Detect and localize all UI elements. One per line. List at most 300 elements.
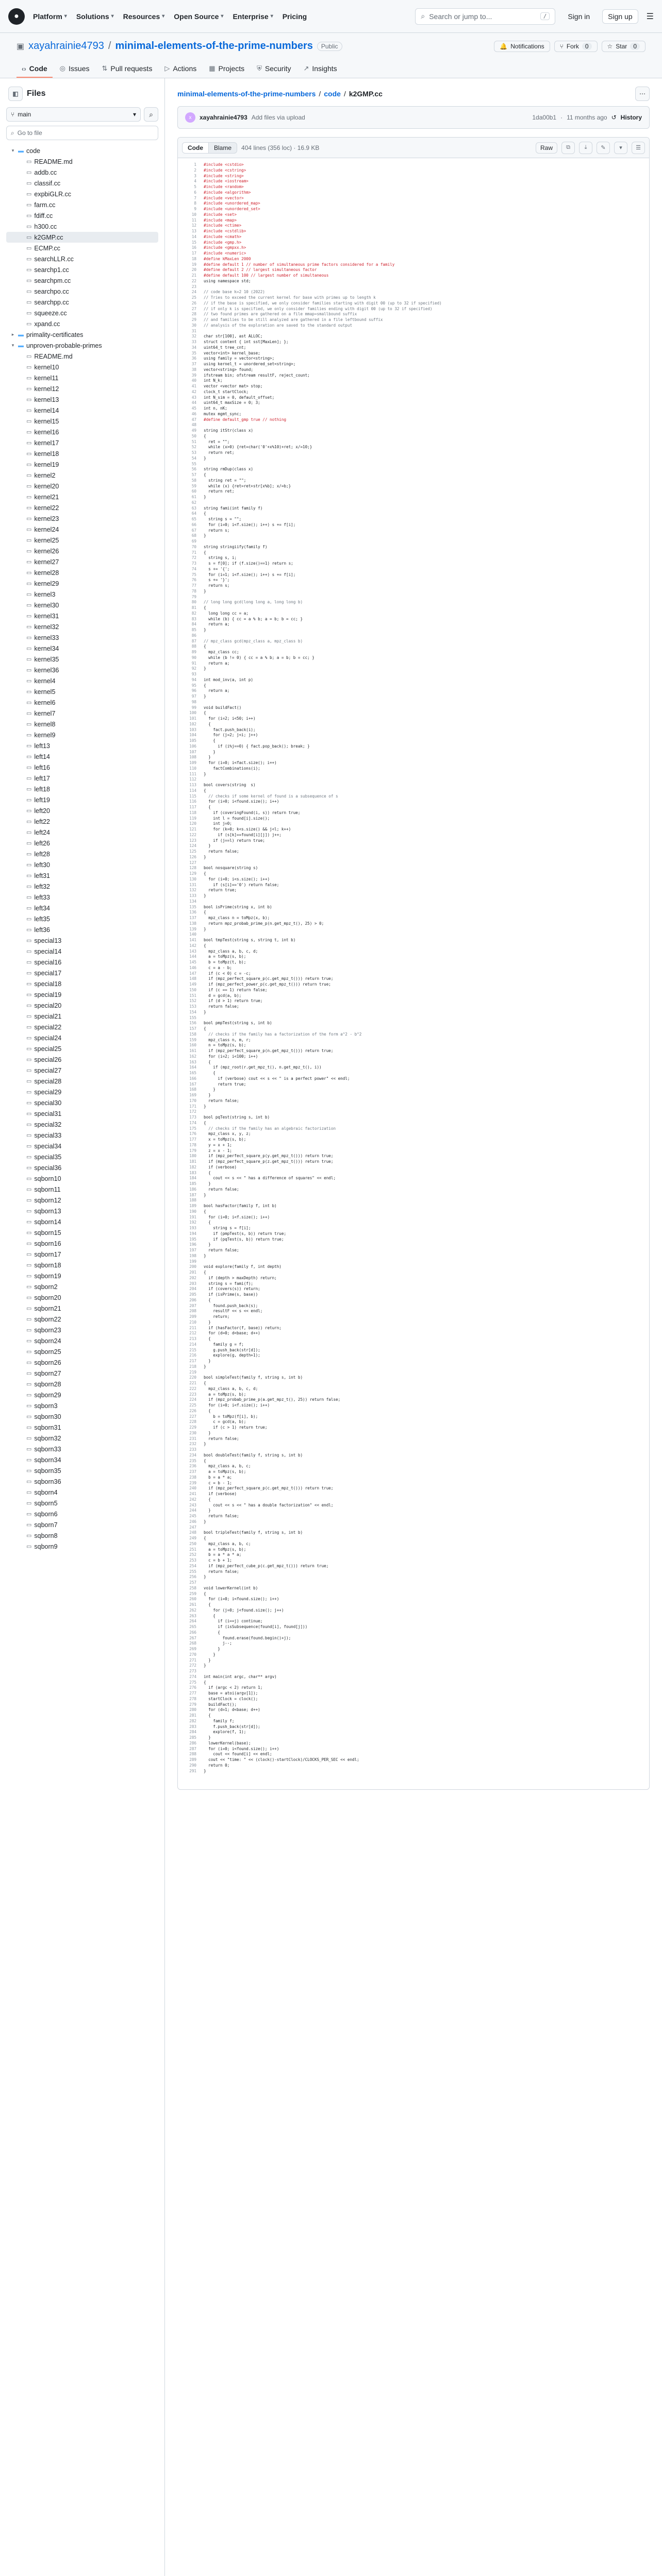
line-number[interactable]: 244 xyxy=(189,1508,196,1513)
line-number[interactable]: 147 xyxy=(189,971,196,976)
line-number[interactable]: 67 xyxy=(191,528,196,533)
line-number[interactable]: 77 xyxy=(191,583,196,588)
line-number[interactable]: 228 xyxy=(189,1419,196,1425)
tree-file[interactable] xyxy=(6,675,158,686)
download-icon[interactable]: ⤓ xyxy=(579,142,592,154)
tree-file[interactable] xyxy=(6,903,158,913)
line-number[interactable]: 242 xyxy=(189,1497,196,1502)
line-number[interactable]: 249 xyxy=(189,1536,196,1540)
tree-file[interactable] xyxy=(6,221,158,232)
tree-file[interactable] xyxy=(6,178,158,189)
tree-file[interactable] xyxy=(6,405,158,416)
line-number[interactable]: 258 xyxy=(189,1585,196,1590)
tree-file[interactable] xyxy=(6,156,158,167)
line-number[interactable]: 263 xyxy=(189,1613,196,1618)
tree-file[interactable] xyxy=(6,459,158,470)
tree-file[interactable] xyxy=(6,1141,158,1151)
line-number[interactable]: 53 xyxy=(191,450,196,455)
tree-file[interactable] xyxy=(6,859,158,870)
line-number[interactable]: 10 xyxy=(191,212,196,217)
tree-file[interactable] xyxy=(6,1151,158,1162)
line-number[interactable]: 164 xyxy=(189,1065,196,1070)
line-number[interactable]: 120 xyxy=(189,821,196,826)
line-number[interactable]: 133 xyxy=(189,893,196,898)
tree-file[interactable] xyxy=(6,838,158,849)
tree-file[interactable] xyxy=(6,1011,158,1022)
line-number[interactable]: 73 xyxy=(191,561,196,566)
line-number[interactable]: 181 xyxy=(189,1159,196,1164)
tree-file[interactable] xyxy=(6,1519,158,1530)
line-number[interactable]: 146 xyxy=(189,965,196,970)
line-number[interactable]: 14 xyxy=(191,234,196,239)
tree-file[interactable] xyxy=(6,1292,158,1303)
line-number[interactable]: 149 xyxy=(189,982,196,987)
commit-author[interactable]: xayahrainie4793 xyxy=(200,114,247,121)
tree-file[interactable] xyxy=(6,513,158,524)
tree-file[interactable] xyxy=(6,892,158,903)
tree-file[interactable] xyxy=(6,275,158,286)
line-number[interactable]: 31 xyxy=(191,328,196,333)
line-number[interactable]: 70 xyxy=(191,544,196,549)
line-number[interactable]: 21 xyxy=(191,273,196,278)
tree-file[interactable] xyxy=(6,1260,158,1270)
line-number[interactable]: 121 xyxy=(189,827,196,832)
line-number[interactable]: 91 xyxy=(191,660,196,666)
line-number[interactable]: 104 xyxy=(189,733,196,738)
tree-file[interactable] xyxy=(6,968,158,978)
tree-file[interactable] xyxy=(6,719,158,730)
line-number[interactable]: 174 xyxy=(189,1120,196,1125)
line-number[interactable]: 289 xyxy=(189,1757,196,1762)
line-number[interactable]: 105 xyxy=(189,738,196,743)
line-number[interactable]: 280 xyxy=(189,1707,196,1713)
line-number[interactable]: 88 xyxy=(191,644,196,649)
tree-file[interactable] xyxy=(6,1173,158,1184)
tree-file[interactable] xyxy=(6,1541,158,1552)
chevron-down-icon[interactable]: ▾ xyxy=(614,142,627,154)
line-number[interactable]: 229 xyxy=(189,1425,196,1430)
tree-file[interactable] xyxy=(6,827,158,838)
line-number[interactable]: 75 xyxy=(191,572,196,577)
line-number[interactable]: 43 xyxy=(191,395,196,400)
line-number[interactable]: 211 xyxy=(189,1325,196,1330)
line-number[interactable]: 210 xyxy=(189,1319,196,1325)
line-number[interactable]: 152 xyxy=(189,998,196,1004)
line-number[interactable]: 173 xyxy=(189,1115,196,1120)
tree-file[interactable] xyxy=(6,427,158,437)
line-number[interactable]: 131 xyxy=(189,882,196,887)
tree-file[interactable] xyxy=(6,946,158,957)
symbols-panel-icon[interactable]: ☰ xyxy=(632,142,645,154)
line-number[interactable]: 86 xyxy=(191,633,196,638)
tree-file[interactable] xyxy=(6,1065,158,1076)
line-number[interactable]: 261 xyxy=(189,1602,196,1607)
line-number[interactable]: 1 xyxy=(194,162,196,167)
line-number[interactable]: 198 xyxy=(189,1253,196,1258)
line-number[interactable]: 201 xyxy=(189,1270,196,1275)
line-number[interactable]: 240 xyxy=(189,1486,196,1491)
line-number[interactable]: 140 xyxy=(189,932,196,937)
line-number[interactable]: 110 xyxy=(189,766,196,771)
line-number[interactable]: 224 xyxy=(189,1397,196,1402)
line-number[interactable]: 51 xyxy=(191,439,196,444)
line-number[interactable]: 76 xyxy=(191,578,196,583)
line-number[interactable]: 271 xyxy=(189,1657,196,1663)
line-number[interactable]: 100 xyxy=(189,710,196,716)
line-number[interactable]: 16 xyxy=(191,245,196,250)
line-number[interactable]: 160 xyxy=(189,1043,196,1048)
line-number[interactable]: 13 xyxy=(191,229,196,233)
line-number[interactable]: 290 xyxy=(189,1762,196,1768)
tree-file[interactable] xyxy=(6,589,158,600)
collapse-sidebar-icon[interactable]: ◧ xyxy=(8,87,23,101)
tree-file[interactable] xyxy=(6,1206,158,1216)
line-number[interactable]: 35 xyxy=(191,350,196,355)
line-number[interactable]: 92 xyxy=(191,666,196,671)
line-number[interactable]: 4 xyxy=(194,179,196,184)
line-number[interactable]: 264 xyxy=(189,1619,196,1624)
tree-file[interactable] xyxy=(6,1238,158,1249)
breadcrumb-folder[interactable]: code xyxy=(324,90,341,98)
tree-file[interactable] xyxy=(6,318,158,329)
tree-file[interactable] xyxy=(6,546,158,556)
line-number[interactable]: 183 xyxy=(189,1170,196,1175)
sign-in-link[interactable]: Sign in xyxy=(568,12,590,21)
line-number[interactable]: 117 xyxy=(189,805,196,809)
line-number[interactable]: 250 xyxy=(189,1541,196,1546)
tree-file[interactable] xyxy=(6,189,158,199)
line-number[interactable]: 11 xyxy=(191,217,196,223)
tree-file[interactable] xyxy=(6,654,158,665)
line-number[interactable]: 231 xyxy=(189,1436,196,1441)
tree-folder[interactable] xyxy=(6,340,158,351)
tree-file[interactable] xyxy=(6,492,158,502)
line-number[interactable]: 260 xyxy=(189,1597,196,1602)
line-number[interactable]: 272 xyxy=(189,1663,196,1668)
line-number[interactable]: 279 xyxy=(189,1702,196,1707)
tab-code[interactable]: ‹› Code xyxy=(16,60,53,78)
line-number[interactable]: 6 xyxy=(194,190,196,195)
tree-folder[interactable] xyxy=(6,329,158,340)
line-number[interactable]: 116 xyxy=(189,799,196,804)
line-number[interactable]: 125 xyxy=(189,849,196,854)
tree-file[interactable] xyxy=(6,578,158,589)
tree-file[interactable] xyxy=(6,470,158,481)
line-number[interactable]: 193 xyxy=(189,1226,196,1230)
tree-file[interactable] xyxy=(6,805,158,816)
line-number[interactable]: 170 xyxy=(189,1098,196,1103)
tree-file[interactable] xyxy=(6,989,158,1000)
line-number[interactable]: 251 xyxy=(189,1547,196,1552)
line-number[interactable]: 115 xyxy=(189,793,196,799)
line-number[interactable]: 212 xyxy=(189,1331,196,1336)
line-number[interactable]: 89 xyxy=(191,650,196,654)
line-number[interactable]: 34 xyxy=(191,345,196,350)
line-number[interactable]: 159 xyxy=(189,1037,196,1042)
line-number[interactable]: 143 xyxy=(189,948,196,954)
line-number[interactable]: 81 xyxy=(191,605,196,610)
tree-file[interactable] xyxy=(6,167,158,178)
tree-file[interactable] xyxy=(6,1043,158,1054)
tree-file[interactable] xyxy=(6,784,158,794)
line-number[interactable]: 169 xyxy=(189,1093,196,1097)
line-number[interactable]: 203 xyxy=(189,1281,196,1286)
line-number[interactable]: 248 xyxy=(189,1530,196,1535)
line-number[interactable]: 57 xyxy=(191,472,196,477)
line-number[interactable]: 2 xyxy=(194,167,196,173)
tree-file[interactable] xyxy=(6,621,158,632)
tree-file[interactable] xyxy=(6,556,158,567)
line-number[interactable]: 84 xyxy=(191,622,196,627)
code-content[interactable] xyxy=(178,158,649,1789)
line-number[interactable]: 12 xyxy=(191,223,196,228)
tree-file[interactable] xyxy=(6,1249,158,1260)
tree-file[interactable] xyxy=(6,1498,158,1509)
line-number[interactable]: 222 xyxy=(189,1386,196,1391)
line-number[interactable]: 177 xyxy=(189,1137,196,1142)
line-number[interactable]: 50 xyxy=(191,433,196,438)
line-number[interactable]: 172 xyxy=(189,1109,196,1114)
line-number[interactable]: 227 xyxy=(189,1414,196,1419)
line-number[interactable]: 60 xyxy=(191,489,196,494)
tree-file[interactable] xyxy=(6,935,158,946)
line-number[interactable]: 241 xyxy=(189,1492,196,1496)
line-number[interactable]: 199 xyxy=(189,1259,196,1264)
line-number[interactable]: 190 xyxy=(189,1209,196,1214)
tree-file[interactable] xyxy=(6,1379,158,1389)
tab-issues[interactable]: ◎ Issues xyxy=(59,64,90,73)
line-number[interactable]: 26 xyxy=(191,300,196,306)
line-number[interactable]: 182 xyxy=(189,1164,196,1170)
search-input[interactable] xyxy=(415,8,555,25)
line-number[interactable]: 274 xyxy=(189,1674,196,1679)
tree-file[interactable] xyxy=(6,1357,158,1368)
line-number[interactable]: 137 xyxy=(189,916,196,920)
line-number[interactable]: 28 xyxy=(191,312,196,317)
line-number[interactable]: 138 xyxy=(189,921,196,926)
line-number[interactable]: 41 xyxy=(191,384,196,388)
line-number[interactable]: 225 xyxy=(189,1403,196,1408)
line-number[interactable]: 3 xyxy=(194,173,196,178)
line-number[interactable]: 153 xyxy=(189,1004,196,1009)
search-files-icon[interactable]: ⌕ xyxy=(144,107,158,122)
tree-file[interactable] xyxy=(6,567,158,578)
github-logo-icon[interactable]: ● xyxy=(8,8,25,25)
tab-security[interactable]: ⛨ Security xyxy=(257,64,291,73)
line-number[interactable]: 59 xyxy=(191,483,196,488)
line-number[interactable]: 19 xyxy=(191,262,196,267)
line-number[interactable]: 37 xyxy=(191,362,196,366)
tree-file[interactable] xyxy=(6,1162,158,1173)
tree-file[interactable] xyxy=(6,264,158,275)
nav-item[interactable]: Enterprise ▾ xyxy=(233,12,273,21)
line-number[interactable]: 90 xyxy=(191,655,196,660)
line-number[interactable]: 39 xyxy=(191,372,196,378)
tree-file[interactable] xyxy=(6,1281,158,1292)
line-number[interactable]: 96 xyxy=(191,688,196,693)
tree-folder[interactable] xyxy=(6,145,158,156)
line-number[interactable]: 47 xyxy=(191,417,196,422)
line-number[interactable]: 122 xyxy=(189,832,196,837)
tree-file[interactable] xyxy=(6,286,158,297)
line-number[interactable]: 55 xyxy=(191,461,196,466)
line-number[interactable]: 85 xyxy=(191,628,196,632)
line-number[interactable]: 134 xyxy=(189,899,196,904)
line-number[interactable]: 97 xyxy=(191,694,196,699)
tree-file[interactable] xyxy=(6,600,158,611)
line-number[interactable]: 107 xyxy=(189,749,196,754)
line-number[interactable]: 223 xyxy=(189,1392,196,1397)
tree-file[interactable] xyxy=(6,1097,158,1108)
line-number[interactable]: 112 xyxy=(189,777,196,782)
line-number[interactable]: 281 xyxy=(189,1713,196,1718)
line-number[interactable]: 156 xyxy=(189,1021,196,1026)
line-number[interactable]: 162 xyxy=(189,1054,196,1059)
line-number[interactable]: 285 xyxy=(189,1735,196,1740)
line-number[interactable]: 23 xyxy=(191,284,196,289)
tree-file[interactable] xyxy=(6,1335,158,1346)
tree-file[interactable] xyxy=(6,210,158,221)
tree-file[interactable] xyxy=(6,1368,158,1379)
tree-file[interactable] xyxy=(6,913,158,924)
line-number[interactable]: 167 xyxy=(189,1081,196,1087)
tree-file[interactable] xyxy=(6,632,158,643)
line-number[interactable]: 118 xyxy=(189,810,196,815)
tree-file[interactable] xyxy=(6,1400,158,1411)
line-number[interactable]: 69 xyxy=(191,539,196,544)
line-number[interactable]: 252 xyxy=(189,1552,196,1557)
fork-button[interactable]: ⑂ Fork 0 xyxy=(554,41,598,52)
line-number[interactable]: 284 xyxy=(189,1730,196,1735)
line-number[interactable]: 253 xyxy=(189,1558,196,1563)
line-number[interactable]: 175 xyxy=(189,1126,196,1131)
tree-file[interactable] xyxy=(6,751,158,762)
tree-file[interactable] xyxy=(6,1087,158,1097)
line-number[interactable]: 287 xyxy=(189,1746,196,1751)
tree-file[interactable] xyxy=(6,1487,158,1498)
line-number[interactable]: 25 xyxy=(191,295,196,300)
tree-file[interactable] xyxy=(6,1422,158,1433)
line-number[interactable]: 207 xyxy=(189,1303,196,1308)
line-number[interactable]: 74 xyxy=(191,566,196,571)
line-number[interactable]: 42 xyxy=(191,389,196,394)
line-number[interactable]: 247 xyxy=(189,1524,196,1530)
line-number[interactable]: 66 xyxy=(191,522,196,527)
line-number[interactable]: 40 xyxy=(191,378,196,383)
line-number[interactable]: 243 xyxy=(189,1502,196,1507)
line-number[interactable]: 221 xyxy=(189,1381,196,1385)
line-number[interactable]: 22 xyxy=(191,278,196,283)
tree-file[interactable] xyxy=(6,1509,158,1519)
line-number[interactable]: 135 xyxy=(189,904,196,909)
line-number[interactable]: 82 xyxy=(191,611,196,616)
line-number[interactable]: 266 xyxy=(189,1630,196,1635)
tree-file[interactable] xyxy=(6,1119,158,1130)
tree-file[interactable] xyxy=(6,351,158,362)
star-button[interactable]: ☆ Star 0 xyxy=(602,41,646,52)
line-number[interactable]: 187 xyxy=(189,1192,196,1197)
tree-file[interactable] xyxy=(6,308,158,318)
tree-file[interactable] xyxy=(6,1184,158,1195)
go-to-file-input[interactable]: ⌕ Go to file xyxy=(6,126,158,140)
line-number[interactable]: 278 xyxy=(189,1696,196,1701)
tree-file[interactable] xyxy=(6,1346,158,1357)
tree-file[interactable] xyxy=(6,1076,158,1087)
repo-name-link[interactable]: minimal-elements-of-the-prime-numbers xyxy=(115,40,313,52)
tree-file[interactable] xyxy=(6,1325,158,1335)
line-number[interactable]: 139 xyxy=(189,926,196,931)
repo-owner-link[interactable]: xayahrainie4793 xyxy=(28,40,104,52)
line-number[interactable]: 217 xyxy=(189,1359,196,1363)
line-number[interactable]: 158 xyxy=(189,1031,196,1037)
tree-file[interactable] xyxy=(6,665,158,675)
line-number[interactable]: 20 xyxy=(191,267,196,273)
line-number[interactable]: 106 xyxy=(189,743,196,749)
line-number[interactable]: 68 xyxy=(191,533,196,538)
tree-file[interactable] xyxy=(6,849,158,859)
line-number[interactable]: 130 xyxy=(189,876,196,882)
line-number[interactable]: 136 xyxy=(189,910,196,915)
tree-file[interactable] xyxy=(6,740,158,751)
line-number[interactable]: 188 xyxy=(189,1198,196,1203)
tree-file[interactable] xyxy=(6,1303,158,1314)
tree-file[interactable] xyxy=(6,394,158,405)
tree-file[interactable] xyxy=(6,243,158,253)
line-number[interactable]: 245 xyxy=(189,1514,196,1518)
line-number[interactable]: 54 xyxy=(191,455,196,461)
line-number[interactable]: 273 xyxy=(189,1669,196,1673)
line-number[interactable]: 267 xyxy=(189,1635,196,1640)
line-number[interactable]: 109 xyxy=(189,760,196,765)
line-number[interactable]: 44 xyxy=(191,400,196,405)
line-number[interactable]: 268 xyxy=(189,1641,196,1646)
line-number[interactable]: 218 xyxy=(189,1364,196,1369)
line-number[interactable]: 235 xyxy=(189,1458,196,1463)
line-number[interactable]: 283 xyxy=(189,1724,196,1729)
tree-file[interactable] xyxy=(6,253,158,264)
line-number[interactable]: 165 xyxy=(189,1071,196,1075)
tree-file[interactable] xyxy=(6,1130,158,1141)
tree-file[interactable] xyxy=(6,502,158,513)
line-number[interactable]: 214 xyxy=(189,1342,196,1347)
line-number[interactable]: 108 xyxy=(189,755,196,760)
line-number[interactable]: 200 xyxy=(189,1264,196,1269)
tab-code[interactable]: Code xyxy=(183,143,209,153)
menu-icon[interactable]: ☰ xyxy=(646,12,654,21)
line-number[interactable]: 29 xyxy=(191,317,196,322)
line-number[interactable]: 113 xyxy=(189,783,196,787)
line-number[interactable]: 127 xyxy=(189,860,196,865)
tree-file[interactable] xyxy=(6,1227,158,1238)
line-number[interactable]: 24 xyxy=(191,290,196,295)
tab-pull-requests[interactable]: ⇅ Pull requests xyxy=(102,64,153,73)
tree-file[interactable] xyxy=(6,1270,158,1281)
tree-file[interactable] xyxy=(6,1465,158,1476)
nav-item[interactable]: Pricing xyxy=(282,12,307,21)
tree-file[interactable] xyxy=(6,535,158,546)
line-number[interactable]: 291 xyxy=(189,1768,196,1773)
line-number[interactable]: 33 xyxy=(191,340,196,344)
line-number[interactable]: 226 xyxy=(189,1408,196,1413)
line-number[interactable]: 72 xyxy=(191,555,196,561)
line-number[interactable]: 163 xyxy=(189,1059,196,1064)
line-number[interactable]: 38 xyxy=(191,367,196,372)
tree-file[interactable] xyxy=(6,383,158,394)
line-number[interactable]: 101 xyxy=(189,716,196,721)
line-number[interactable]: 239 xyxy=(189,1480,196,1485)
line-number[interactable]: 213 xyxy=(189,1336,196,1341)
line-number[interactable]: 79 xyxy=(191,594,196,599)
